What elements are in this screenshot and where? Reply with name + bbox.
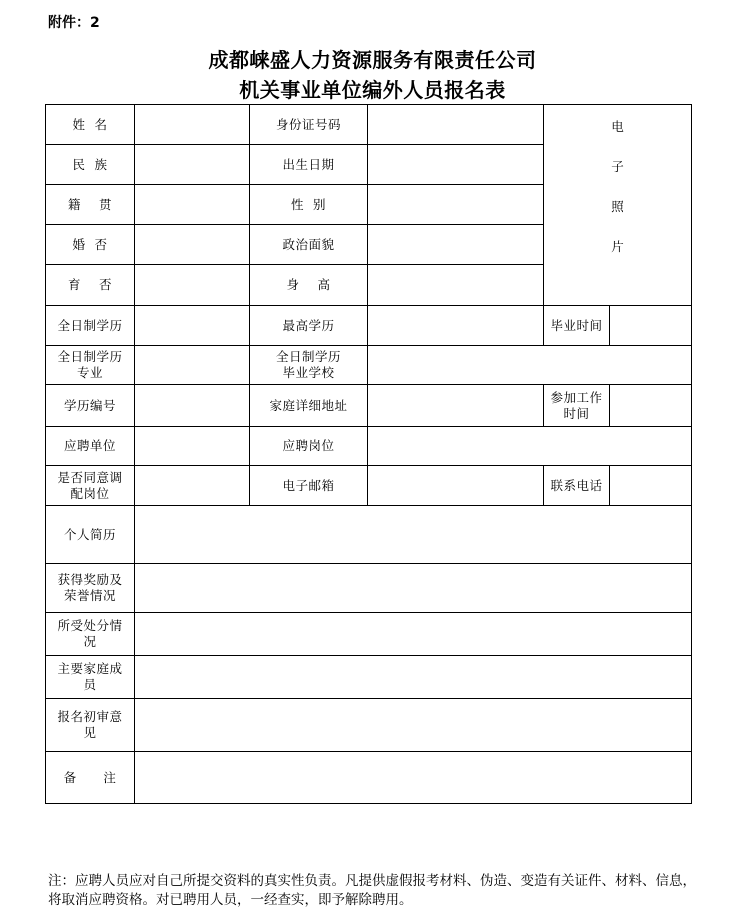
registration-form-table xyxy=(45,104,692,804)
label-fulltime-school-line2: 毕业学校 xyxy=(282,365,335,380)
label-work-start-line2: 时间 xyxy=(563,405,590,421)
label-marital: 婚 否 xyxy=(46,225,135,265)
field-applied-unit[interactable] xyxy=(135,427,250,466)
label-resume: 个人简历 xyxy=(46,506,135,564)
label-gender: 性 别 xyxy=(250,185,368,225)
label-work-start-line1: 参加工作 xyxy=(550,389,603,405)
label-reassign-line1: 是否同意调 xyxy=(57,469,123,485)
form-title-company: 成都崃盛人力资源服务有限责任公司 xyxy=(208,48,537,72)
field-applied-post[interactable] xyxy=(368,427,692,466)
label-family xyxy=(46,656,135,699)
label-reassign-line2: 配岗位 xyxy=(70,485,110,501)
footer-note: 注：应聘人员应对自己所提交资料的真实性负责。凡提供虚假报考材料、伪造、变造有关证件、材料、信息，将取消应聘资格。对已聘用人员，一经查实，即予解除聘用。 xyxy=(48,873,696,908)
field-height[interactable] xyxy=(368,265,544,306)
field-diploma-no[interactable] xyxy=(135,385,250,427)
field-awards[interactable] xyxy=(135,564,692,613)
label-native-place: 籍 贯 xyxy=(46,185,135,225)
label-fulltime-major xyxy=(46,346,135,385)
field-family[interactable] xyxy=(135,656,692,699)
label-penalties-line1: 所受处分情 xyxy=(57,618,123,633)
label-review-line1: 报名初审意 xyxy=(57,709,123,724)
label-height: 身 高 xyxy=(250,265,368,306)
label-fulltime-major-line2: 专业 xyxy=(76,365,103,380)
label-review xyxy=(46,699,135,752)
label-penalties-line2: 况 xyxy=(83,634,97,649)
label-name: 姓 名 xyxy=(46,105,135,145)
label-penalties xyxy=(46,613,135,656)
field-ethnicity[interactable] xyxy=(135,145,250,185)
photo-char-1: 电 xyxy=(611,119,624,134)
field-highest-edu[interactable] xyxy=(368,306,544,346)
photo-box[interactable] xyxy=(544,105,692,306)
label-awards-line1: 获得奖励及 xyxy=(57,572,123,587)
label-remarks: 备 注 xyxy=(46,752,135,804)
label-fulltime-school xyxy=(250,346,368,385)
field-resume[interactable] xyxy=(135,506,692,564)
field-gender[interactable] xyxy=(368,185,544,225)
field-name[interactable] xyxy=(135,105,250,145)
label-grad-time: 毕业时间 xyxy=(544,306,610,346)
label-fulltime-school-line1: 全日制学历 xyxy=(275,349,341,364)
field-grad-time[interactable] xyxy=(610,306,692,346)
field-political[interactable] xyxy=(368,225,544,265)
field-fulltime-major[interactable] xyxy=(135,346,250,385)
photo-char-4: 片 xyxy=(611,239,624,254)
field-address[interactable] xyxy=(368,385,544,427)
label-applied-post: 应聘岗位 xyxy=(250,427,368,466)
label-applied-unit: 应聘单位 xyxy=(46,427,135,466)
field-penalties[interactable] xyxy=(135,613,692,656)
label-work-start xyxy=(544,385,610,427)
label-fulltime-edu: 全日制学历 xyxy=(46,306,135,346)
field-birth-date[interactable] xyxy=(368,145,544,185)
field-fulltime-edu[interactable] xyxy=(135,306,250,346)
field-phone[interactable] xyxy=(610,466,692,506)
field-id-number[interactable] xyxy=(368,105,544,145)
field-native-place[interactable] xyxy=(135,185,250,225)
field-work-start[interactable] xyxy=(610,385,692,427)
label-phone: 联系电话 xyxy=(544,466,610,506)
form-title: 机关事业单位编外人员报名表 xyxy=(239,78,506,102)
field-marital[interactable] xyxy=(135,225,250,265)
label-reassign xyxy=(46,466,135,506)
field-reassign[interactable] xyxy=(135,466,250,506)
label-review-line2: 见 xyxy=(83,725,97,740)
label-birth-date: 出生日期 xyxy=(250,145,368,185)
field-remarks[interactable] xyxy=(135,752,692,804)
label-highest-edu: 最高学历 xyxy=(250,306,368,346)
field-children[interactable] xyxy=(135,265,250,306)
label-awards xyxy=(46,564,135,613)
field-fulltime-school[interactable] xyxy=(368,346,692,385)
field-review[interactable] xyxy=(135,699,692,752)
label-id-number: 身份证号码 xyxy=(250,105,368,145)
label-ethnicity: 民 族 xyxy=(46,145,135,185)
label-diploma-no: 学历编号 xyxy=(46,385,135,427)
label-political: 政治面貌 xyxy=(250,225,368,265)
label-address: 家庭详细地址 xyxy=(250,385,368,427)
label-email: 电子邮箱 xyxy=(250,466,368,506)
label-family-line1: 主要家庭成 xyxy=(57,661,123,676)
label-children: 育 否 xyxy=(46,265,135,306)
photo-char-3: 照 xyxy=(611,199,624,214)
field-email[interactable] xyxy=(368,466,544,506)
photo-char-2: 子 xyxy=(611,159,624,174)
attachment-label: 附件：2 xyxy=(48,15,100,31)
label-fulltime-major-line1: 全日制学历 xyxy=(57,349,123,364)
label-awards-line2: 荣誉情况 xyxy=(63,588,116,603)
label-family-line2: 员 xyxy=(83,677,97,692)
